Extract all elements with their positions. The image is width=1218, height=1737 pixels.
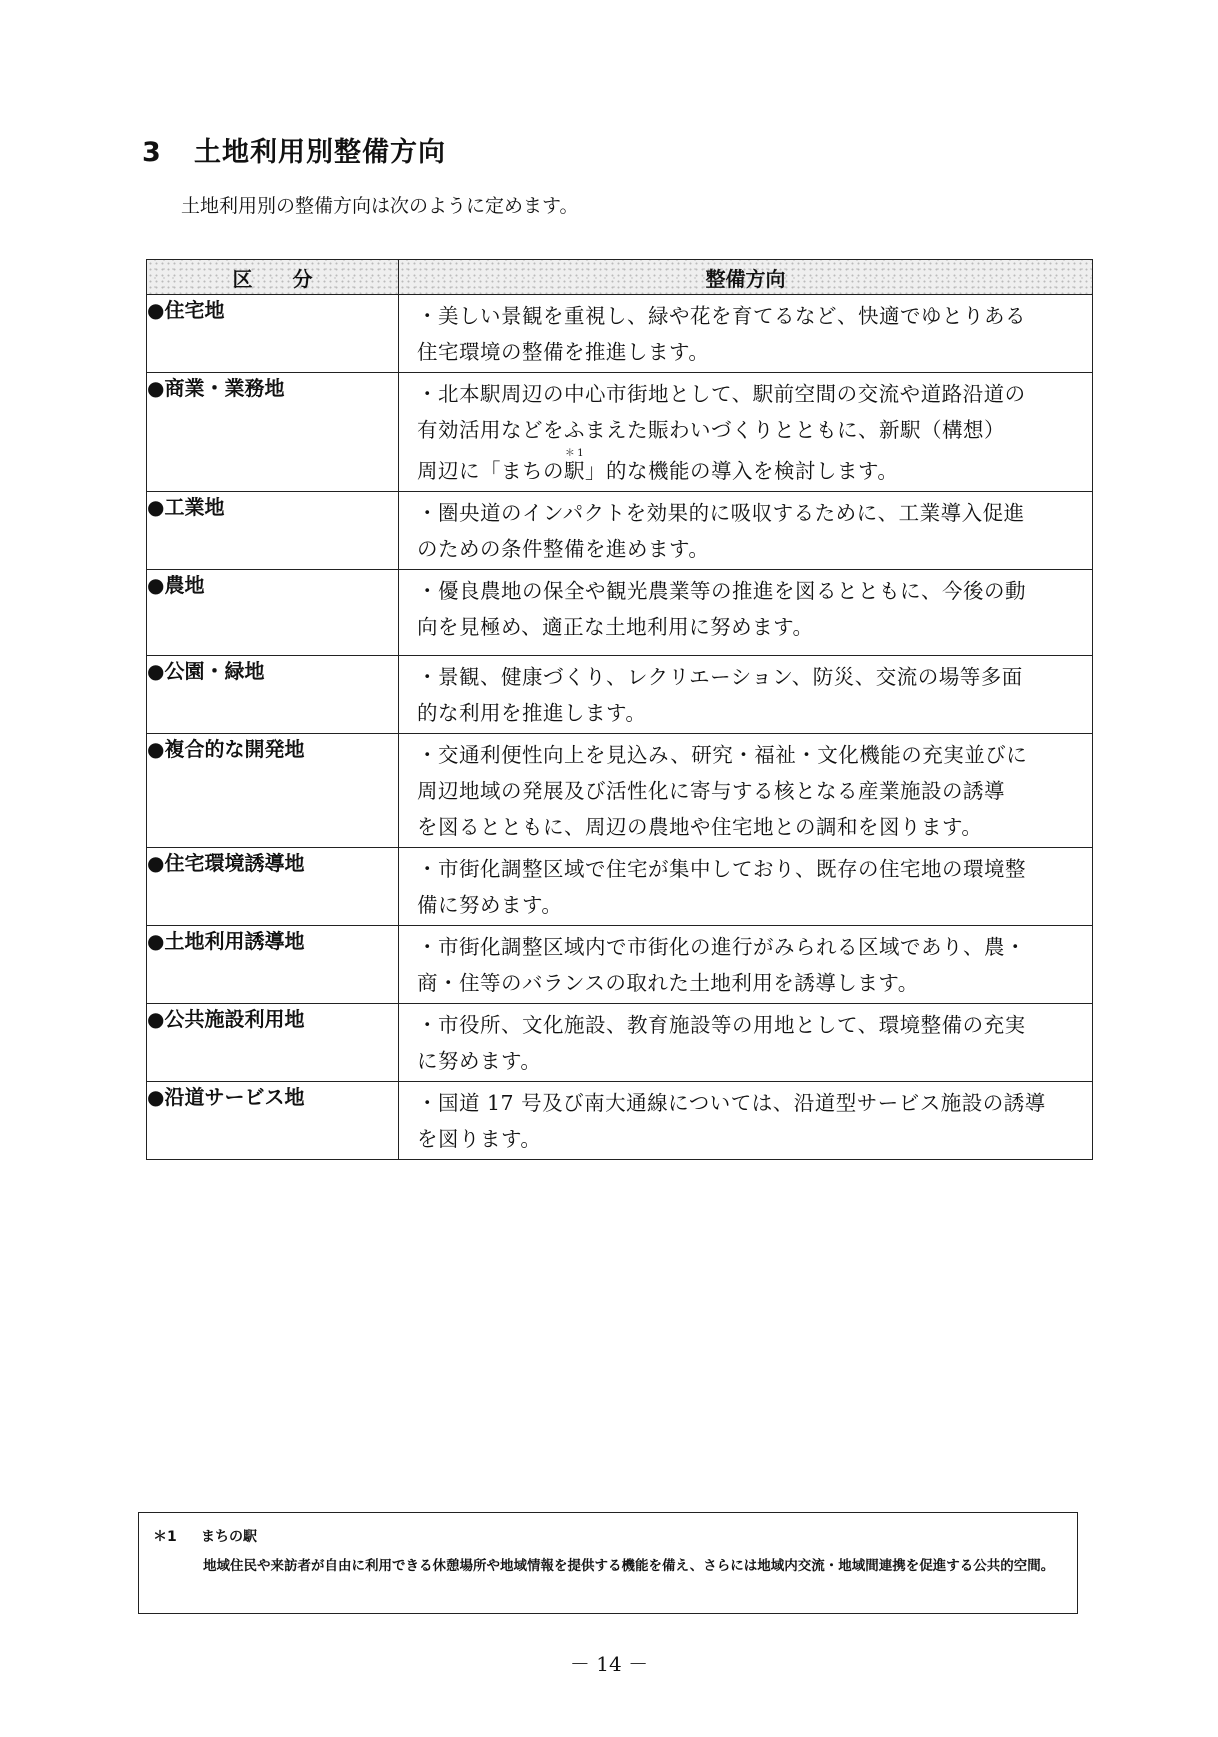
- direction-line: ・優良農地の保全や観光農業等の推進を図るとともに、今後の動: [417, 579, 1026, 603]
- ruby-base: 駅: [564, 459, 585, 483]
- footnote-term: まちの駅: [201, 1529, 257, 1545]
- table-row: [147, 1082, 1093, 1160]
- row-category: ●住宅環境誘導地: [147, 848, 399, 926]
- row-category: ●沿道サービス地: [147, 1082, 399, 1160]
- direction-line: 向を見極め、適正な土地利用に努めます。: [417, 615, 814, 639]
- direction-line: 商・住等のバランスの取れた土地利用を誘導します。: [417, 971, 919, 995]
- direction-line: [417, 448, 1082, 489]
- direction-line: ・北本駅周辺の中心市街地として、駅前空間の交流や道路沿道の: [417, 382, 1026, 406]
- footnote-marker: ＊1: [564, 448, 585, 459]
- direction-line: ・景観、健康づくり、レクリエーション、防災、交流の場等多面: [417, 665, 1023, 689]
- row-category: ●工業地: [147, 492, 399, 570]
- row-category: ●公共施設利用地: [147, 1004, 399, 1082]
- direction-line: 備に努めます。: [417, 893, 563, 917]
- section-title-text: 土地利用別整備方向: [194, 137, 446, 168]
- table-row: [147, 492, 1093, 570]
- direction-line: ・国道 17 号及び南大通線については、沿道型サービス施設の誘導: [417, 1091, 1046, 1115]
- row-direction: [399, 734, 1093, 848]
- direction-text: 周辺に「まちの: [417, 459, 564, 483]
- footnote-heading: [153, 1526, 257, 1546]
- table-row: [147, 570, 1093, 656]
- row-direction: [399, 373, 1093, 492]
- row-direction: [399, 295, 1093, 373]
- direction-line: のための条件整備を進めます。: [417, 537, 710, 561]
- table-row: [147, 656, 1093, 734]
- table-row: [147, 295, 1093, 373]
- direction-line: 周辺地域の発展及び活性化に寄与する核となる産業施設の誘導: [417, 779, 1005, 803]
- direction-line: ・市役所、文化施設、教育施設等の用地として、環境整備の充実: [417, 1013, 1026, 1037]
- row-direction: [399, 848, 1093, 926]
- header-category: 区 分: [147, 260, 399, 295]
- footnote-box: [138, 1512, 1078, 1614]
- row-direction: [399, 656, 1093, 734]
- row-category: ●商業・業務地: [147, 373, 399, 492]
- row-direction: [399, 926, 1093, 1004]
- row-direction: [399, 570, 1093, 656]
- direction-text: 」的な機能の導入を検討します。: [585, 459, 899, 483]
- row-direction: [399, 1082, 1093, 1160]
- direction-line: ・市街化調整区域内で市街化の進行がみられる区域であり、農・: [417, 935, 1026, 959]
- direction-line: を図ります。: [417, 1127, 542, 1151]
- direction-line: ・交通利便性向上を見込み、研究・福祉・文化機能の充実並びに: [417, 743, 1028, 767]
- section-number: 3: [142, 137, 162, 168]
- direction-line: 住宅環境の整備を推進します。: [417, 340, 710, 364]
- land-use-table: [146, 259, 1093, 1160]
- table-row: [147, 926, 1093, 1004]
- page-number: － 14 －: [569, 1652, 649, 1676]
- direction-line: に努めます。: [417, 1049, 542, 1073]
- row-category: ●農地: [147, 570, 399, 656]
- row-category: ●土地利用誘導地: [147, 926, 399, 1004]
- header-direction: 整備方向: [399, 260, 1093, 295]
- direction-line: ・美しい景観を重視し、緑や花を育てるなど、快適でゆとりある: [417, 304, 1026, 328]
- footnote-reference: [564, 448, 585, 483]
- row-category: ●公園・緑地: [147, 656, 399, 734]
- footnote-text: 地域住民や来訪者が自由に利用できる休憩場所や地域情報を提供する機能を備え、さらには地域内交流・地域間連携を促進する公共的空間。: [203, 1558, 1055, 1574]
- direction-line: 有効活用などをふまえた賑わいづくりとともに、新駅（構想）: [417, 418, 1005, 442]
- direction-line: ・市街化調整区域で住宅が集中しており、既存の住宅地の環境整: [417, 857, 1026, 881]
- table-header-row: [147, 260, 1093, 295]
- direction-line: 的な利用を推進します。: [417, 701, 647, 725]
- table-row: [147, 848, 1093, 926]
- footnote-mark: ＊1: [153, 1529, 177, 1545]
- row-category: ●住宅地: [147, 295, 399, 373]
- row-direction: [399, 1004, 1093, 1082]
- table-row: [147, 734, 1093, 848]
- row-direction: [399, 492, 1093, 570]
- row-category: ●複合的な開発地: [147, 734, 399, 848]
- table-row: [147, 1004, 1093, 1082]
- intro-text: 土地利用別の整備方向は次のように定めます。: [181, 195, 579, 217]
- direction-line: ・圏央道のインパクトを効果的に吸収するために、工業導入促進: [417, 501, 1025, 525]
- direction-line: を図るとともに、周辺の農地や住宅地との調和を図ります。: [417, 815, 983, 839]
- table-row: [147, 373, 1093, 492]
- section-title: [142, 130, 446, 169]
